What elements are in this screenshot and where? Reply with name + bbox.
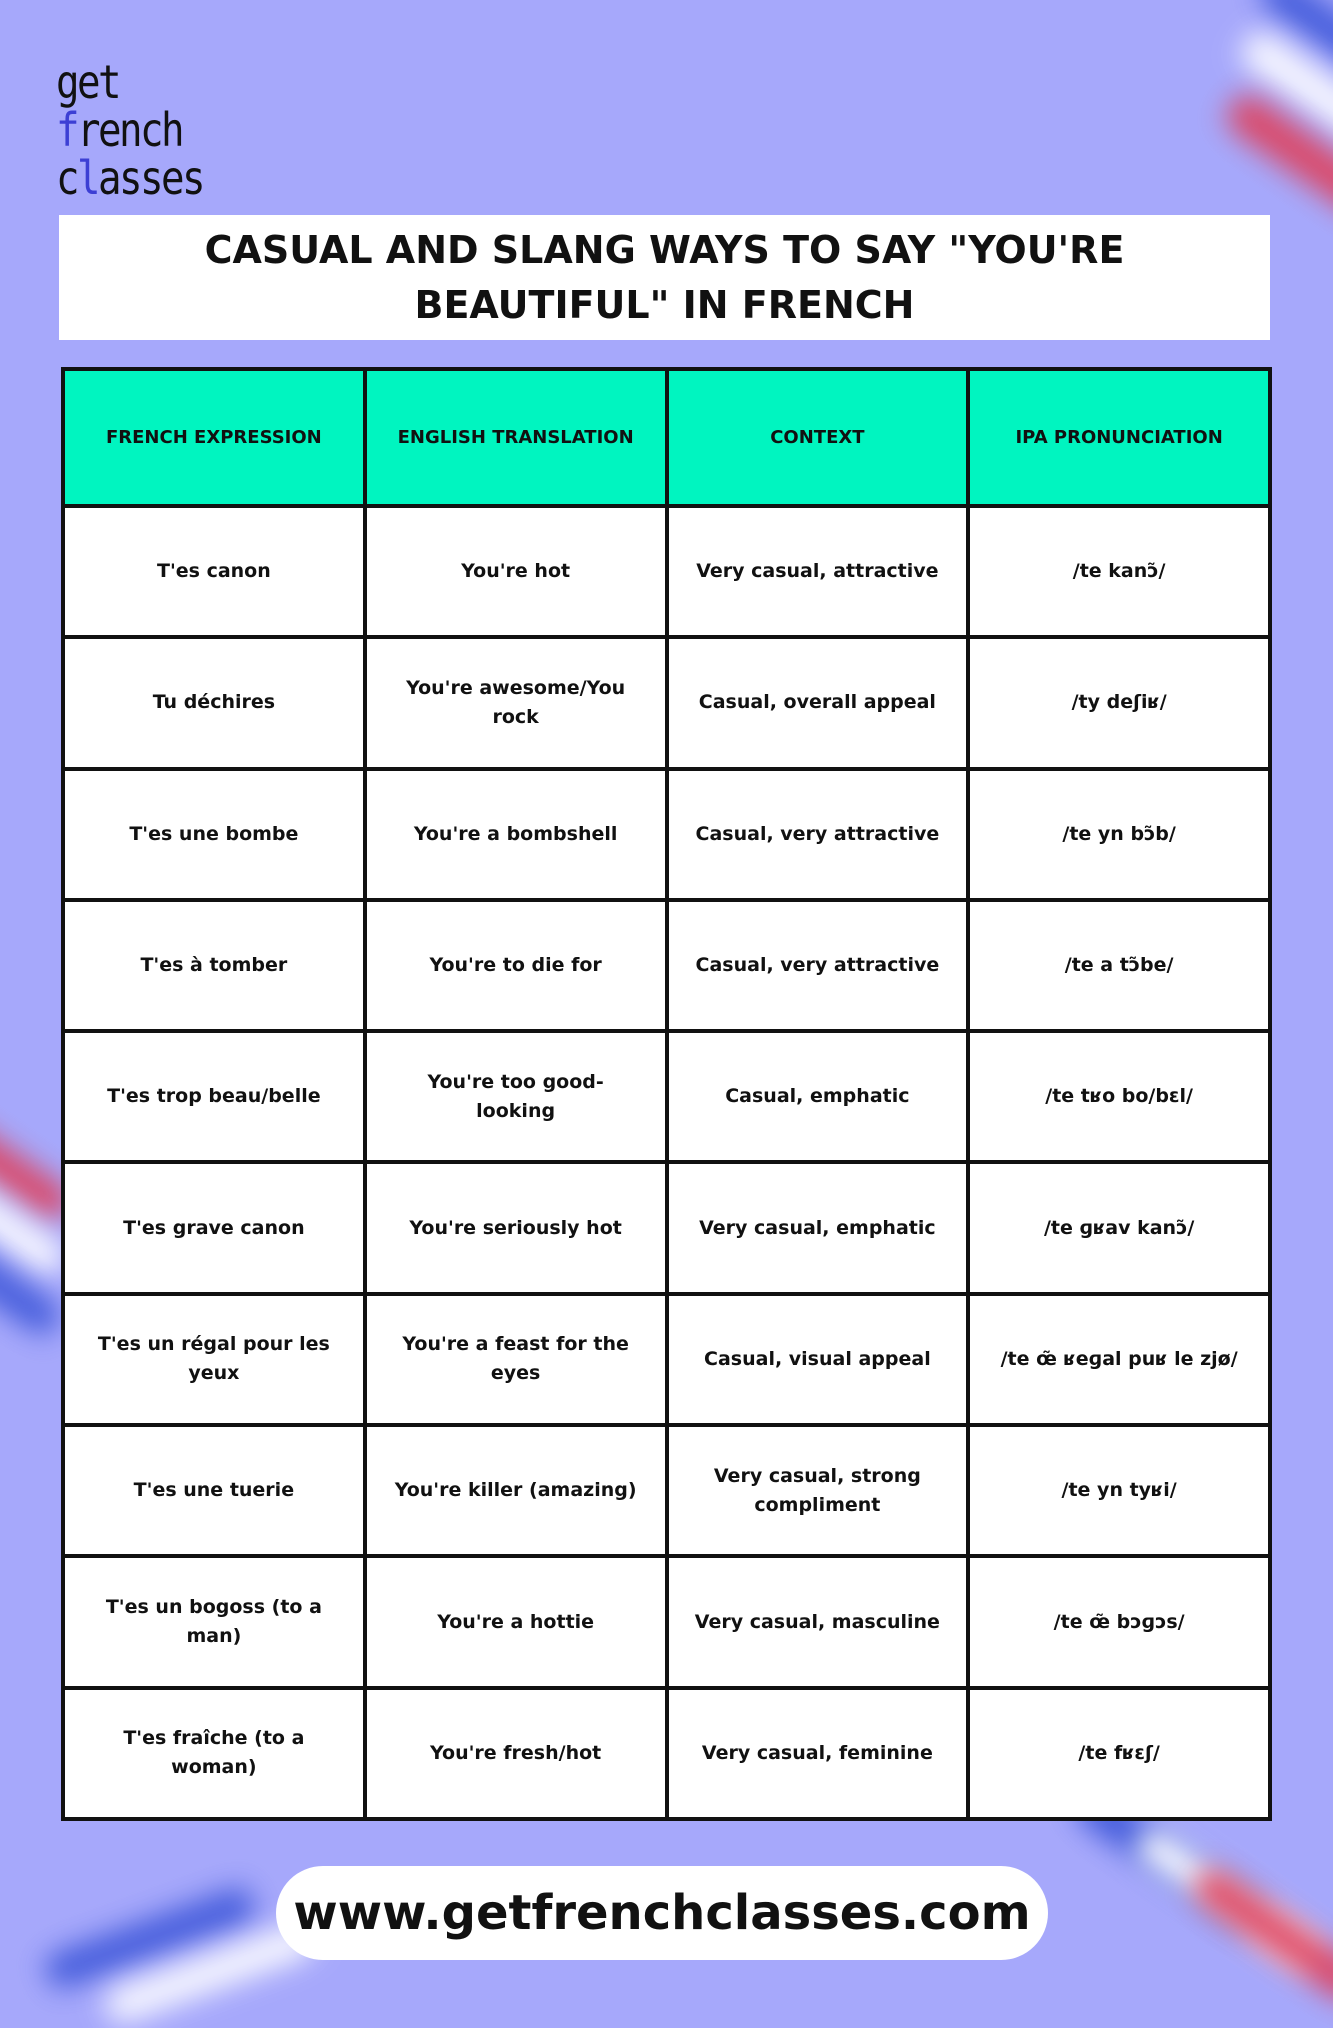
ipa-cell: /te ɡʁav kanɔ̃/ [968,1162,1270,1293]
logo-text: asses [97,151,203,205]
english-translation-cell: You're to die for [365,900,667,1031]
ipa-cell: /te fʁɛʃ/ [968,1688,1270,1819]
table-row [63,1162,1270,1293]
english-translation-cell: You're a bombshell [365,769,667,900]
expressions-table [61,367,1272,1821]
logo-accent: f [56,103,77,157]
website-url[interactable]: www.getfrenchclasses.com [293,1885,1031,1941]
table-row [63,1425,1270,1556]
table-row [63,1294,1270,1425]
french-expression-cell: Tu déchires [63,637,365,768]
french-expression-cell: T'es une tuerie [63,1425,365,1556]
ipa-cell: /te œ̃ bɔɡɔs/ [968,1556,1270,1687]
title-banner [59,215,1270,340]
logo-line-3 [56,151,203,205]
french-expression-cell: T'es un régal pour les yeux [63,1294,365,1425]
ipa-cell: /ty deʃiʁ/ [968,637,1270,768]
context-cell: Very casual, feminine [667,1688,969,1819]
french-expression-cell: T'es une bombe [63,769,365,900]
french-expression-cell: T'es grave canon [63,1162,365,1293]
logo-accent: l [76,151,98,205]
ipa-cell: /te a tɔ̃be/ [968,900,1270,1031]
column-header-english-translation: ENGLISH TRANSLATION [365,369,667,506]
decorative-streak [1187,1861,1333,2008]
table-row [63,506,1270,637]
table-row [63,637,1270,768]
context-cell: Casual, emphatic [667,1031,969,1162]
context-cell: Very casual, emphatic [667,1162,969,1293]
french-expression-cell: T'es trop beau/belle [63,1031,365,1162]
context-cell: Casual, overall appeal [667,637,969,768]
logo-text: c [56,151,77,205]
table-header-row [63,369,1270,506]
ipa-cell: /te tʁo bo/bɛl/ [968,1031,1270,1162]
english-translation-cell: You're fresh/hot [365,1688,667,1819]
english-translation-cell: You're killer (amazing) [365,1425,667,1556]
context-cell: Casual, very attractive [667,900,969,1031]
logo-line-1: get [56,55,119,109]
table-row [63,1556,1270,1687]
column-header-ipa-pronunciation: IPA PRONUNCIATION [968,369,1270,506]
brand-logo [56,55,203,205]
column-header-context: CONTEXT [667,369,969,506]
context-cell: Very casual, masculine [667,1556,969,1687]
french-expression-cell: T'es un bogoss (to a man) [63,1556,365,1687]
english-translation-cell: You're hot [365,506,667,637]
context-cell: Very casual, strong compliment [667,1425,969,1556]
column-header-french-expression: FRENCH EXPRESSION [63,369,365,506]
english-translation-cell: You're a feast for the eyes [365,1294,667,1425]
logo-line-2 [56,103,184,157]
english-translation-cell: You're a hottie [365,1556,667,1687]
english-translation-cell: You're seriously hot [365,1162,667,1293]
website-link[interactable] [276,1866,1048,1960]
context-cell: Casual, visual appeal [667,1294,969,1425]
context-cell: Casual, very attractive [667,769,969,900]
ipa-cell: /te yn bɔ̃b/ [968,769,1270,900]
english-translation-cell: You're too good-looking [365,1031,667,1162]
ipa-cell: /te kanɔ̃/ [968,506,1270,637]
table-row [63,1688,1270,1819]
page-title: CASUAL AND SLANG WAYS TO SAY "YOU'RE BEAUTIFUL" IN FRENCH [204,227,1125,327]
ipa-cell: /te yn tyʁi/ [968,1425,1270,1556]
context-cell: Very casual, attractive [667,506,969,637]
table-row [63,1031,1270,1162]
table-row [63,769,1270,900]
french-expression-cell: T'es fraîche (to a woman) [63,1688,365,1819]
logo-text: rench [76,103,182,157]
table-row [63,900,1270,1031]
english-translation-cell: You're awesome/You rock [365,637,667,768]
ipa-cell: /te œ̃ ʁeɡal puʁ le zjø/ [968,1294,1270,1425]
french-expression-cell: T'es canon [63,506,365,637]
french-expression-cell: T'es à tomber [63,900,365,1031]
